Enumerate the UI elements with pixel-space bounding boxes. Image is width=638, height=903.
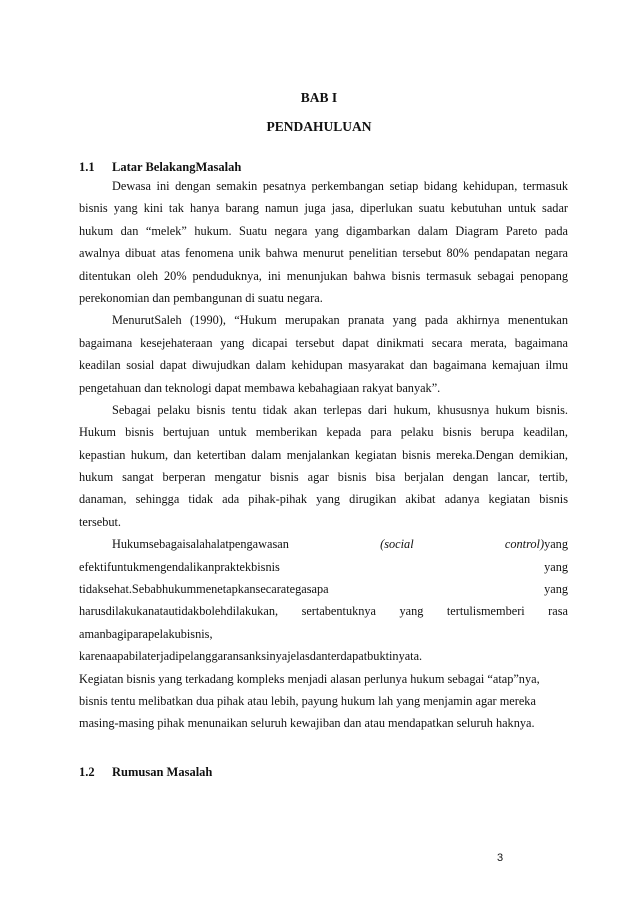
paragraph-line: [79, 556, 568, 578]
paragraph-line: ditentukan oleh 20% penduduknya, ini menunjukan bahwa bisnis termasuk sebagai penopang: [79, 268, 568, 283]
paragraph-line: [79, 600, 568, 622]
paragraph-line: Dewasa ini dengan semakin pesatnya perkembangan setiap bidang kehidupan, termasuk: [112, 179, 568, 193]
paragraph-line: bisnis yang kini tak hanya barang namun juga jasa, diperlukan suatu kebutuhan untuk sadar: [79, 201, 568, 216]
paragraph-line: Sebagai pelaku bisnis tentu tidak akan terlepas dari hukum, khususnya hukum bisnis.: [112, 402, 568, 417]
paragraph-line: MenurutSaleh (1990), “Hukum merupakan pranata yang pada akhirnya menentukan: [112, 313, 568, 328]
paragraph-line: kepastian hukum, dan ketertiban dalam menjalankan kegiatan bisnis mereka.Dengan demikian,: [79, 447, 568, 462]
text-segment: (social: [380, 537, 414, 552]
text-segment: efektifuntukmengendalikanpraktekbisnis: [79, 559, 280, 574]
paragraph-line: pengetahuan dan teknologi dapat membawa kebahagiaan rakyat banyak”.: [79, 380, 441, 395]
section-number: 1.2: [79, 765, 95, 779]
section-heading-1-2: [79, 765, 212, 780]
text-segment: yang: [544, 582, 568, 597]
paragraph-line: hukum dan “melek” hukum. Suatu negara yang digambarkan dalam Diagram Pareto pada: [79, 223, 568, 238]
paragraph-line: masing-masing pihak menunaikan seluruh kewajiban dan atau mendapatkan seluruh haknya.: [79, 716, 535, 731]
paragraph-line: [79, 533, 568, 555]
paragraph-line: danaman, sehingga tidak ada pihak-pihak yang dirugikan akibat adanya kegiatan bisnis: [79, 492, 568, 507]
paragraph-line: tersebut.: [79, 514, 122, 529]
text-segment: rasa: [548, 604, 568, 619]
text-segment: Hukumsebagaisalahalatpengawasan: [112, 537, 289, 552]
page-number: 3: [497, 852, 504, 864]
section-title: Rumusan Masalah: [112, 765, 213, 779]
text-segment: harusdilakukanatautidakbolehdilakukan,: [79, 604, 279, 619]
text-segment: yang: [544, 537, 568, 552]
text-segment: tidaksehat.Sebabhukummenetapkansecarategasapa: [79, 582, 329, 597]
body-text: [79, 175, 568, 735]
text-segment: tertulismemberi: [446, 604, 525, 619]
section-number: 1.1: [79, 160, 95, 174]
text-segment: yang: [544, 559, 568, 574]
section-title: Latar BelakangMasalah: [112, 160, 242, 174]
text-segment: sertabentuknya: [301, 604, 376, 619]
paragraph-line: perekonomian dan pembangunan di suatu negara.: [79, 290, 323, 305]
chapter-label: BAB I: [300, 90, 338, 105]
paragraph-line: Kegiatan bisnis yang terkadang kompleks menjadi alasan perlunya hukum sebagai “atap”nya,: [79, 671, 540, 686]
paragraph-line: bisnis tentu melibatkan dua pihak atau lebih, payung hukum lah yang menjamin agar mereka: [79, 693, 536, 708]
text-segment: yang: [399, 604, 424, 619]
section-heading-1-1: [79, 160, 241, 175]
paragraph-line: bagaimana kesejehateraan yang dicapai tersebut dapat dinikmati secara merata, bagaimana: [79, 335, 568, 350]
paragraph-line: keadilan sosial dapat diwujudkan dalam kehidupan masyarakat dan bagaimana kemajuan ilmu: [79, 358, 568, 373]
chapter-title: PENDAHULUAN: [266, 119, 372, 134]
text-segment: control): [504, 537, 545, 552]
paragraph-line: hukum sangat berperan mengatur bisnis agar bisnis bisa berjalan dengan lancar, tertib,: [79, 470, 568, 485]
paragraph-line: karenaapabilaterjadipelanggaransanksinyajelasdanterdapatbuktinyata.: [79, 649, 423, 664]
paragraph-line: awalnya dibuat atas fenomena unik bahwa menurut penelitian tersebut 80% pendapatan negara: [79, 246, 568, 261]
paragraph-line: amanbagiparapelakubisnis,: [79, 626, 213, 641]
paragraph-line: [79, 578, 568, 600]
paragraph-line: Hukum bisnis bertujuan untuk memberikan kepada para pelaku bisnis berupa keadilan,: [79, 425, 568, 440]
